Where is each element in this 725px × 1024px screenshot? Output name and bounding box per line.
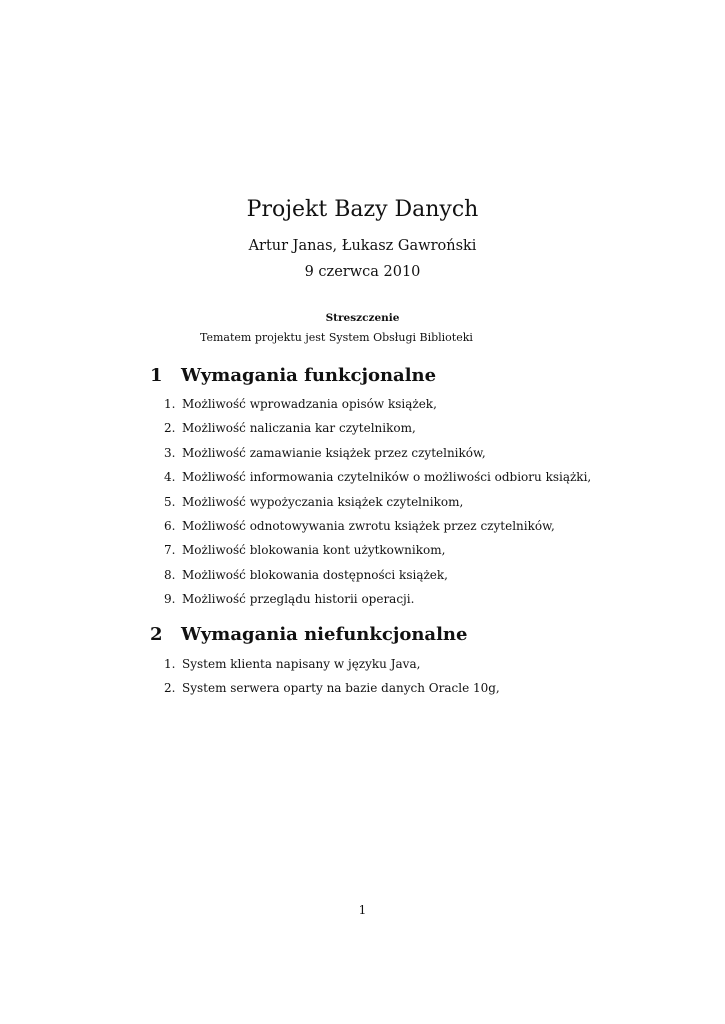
list-item-text: Możliwość wprowadzania opisów książek,: [182, 397, 437, 411]
list-item-text: Możliwość przeglądu historii operacji.: [182, 592, 415, 607]
list-item-number: 5.: [164, 494, 176, 509]
list-item: [164, 518, 591, 542]
list-item: [164, 420, 591, 444]
list-item-number: 7.: [164, 543, 176, 558]
list-item: [164, 494, 591, 518]
document-date: 9 czerwca 2010: [304, 264, 421, 280]
list-item: [164, 680, 500, 704]
section-title: Wymagania funkcjonalne: [181, 365, 437, 386]
list-item-text: Możliwość blokowania dostępności książek,: [182, 567, 448, 582]
functional-requirements-list: [164, 396, 591, 616]
section-heading-1: [150, 364, 436, 388]
list-item-text: Możliwość wypożyczania książek czytelnikom,: [182, 494, 464, 509]
list-item-text: Możliwość zamawianie książek przez czytelników,: [182, 445, 486, 460]
list-item-number: 2.: [164, 681, 176, 696]
list-item-text: Możliwość blokowania kont użytkownikom,: [182, 543, 446, 558]
list-item-number: 9.: [164, 592, 176, 607]
document-authors: Artur Janas, Łukasz Gawroński: [248, 238, 477, 254]
section-heading-2: [150, 623, 467, 647]
list-item-number: 8.: [164, 567, 176, 582]
list-item: [164, 567, 591, 591]
list-item-text: Możliwość informowania czytelników o możliwości odbioru książki,: [182, 470, 592, 485]
list-item: [164, 445, 591, 469]
section-number: 1: [150, 365, 163, 386]
list-item-text: Możliwość odnotowywania zwrotu książek przez czytelników,: [182, 518, 555, 533]
list-item-text: Możliwość naliczania kar czytelnikom,: [182, 421, 416, 436]
abstract-text: Tematem projektu jest System Obsługi Biblioteki: [200, 331, 473, 344]
list-item: [164, 396, 591, 420]
list-item: [164, 542, 591, 566]
list-item-text: System serwera oparty na bazie danych Oracle 10g,: [182, 681, 500, 696]
list-item-number: 2.: [164, 421, 176, 436]
list-item-text: System klienta napisany w języku Java,: [182, 657, 421, 671]
list-item: [164, 591, 591, 615]
list-item-number: 3.: [164, 445, 176, 460]
list-item-number: 6.: [164, 518, 176, 533]
list-item: [164, 656, 500, 680]
page-number: 1: [358, 903, 367, 917]
section-title: Wymagania niefunkcjonalne: [181, 624, 468, 645]
list-item: [164, 469, 591, 493]
section-number: 2: [150, 624, 163, 645]
list-item-number: 4.: [164, 470, 176, 485]
list-item-number: 1.: [164, 397, 176, 411]
abstract-heading: Streszczenie: [325, 312, 400, 324]
list-item-number: 1.: [164, 657, 176, 671]
document-title: Projekt Bazy Danych: [246, 197, 479, 222]
nonfunctional-requirements-list: [164, 656, 500, 705]
